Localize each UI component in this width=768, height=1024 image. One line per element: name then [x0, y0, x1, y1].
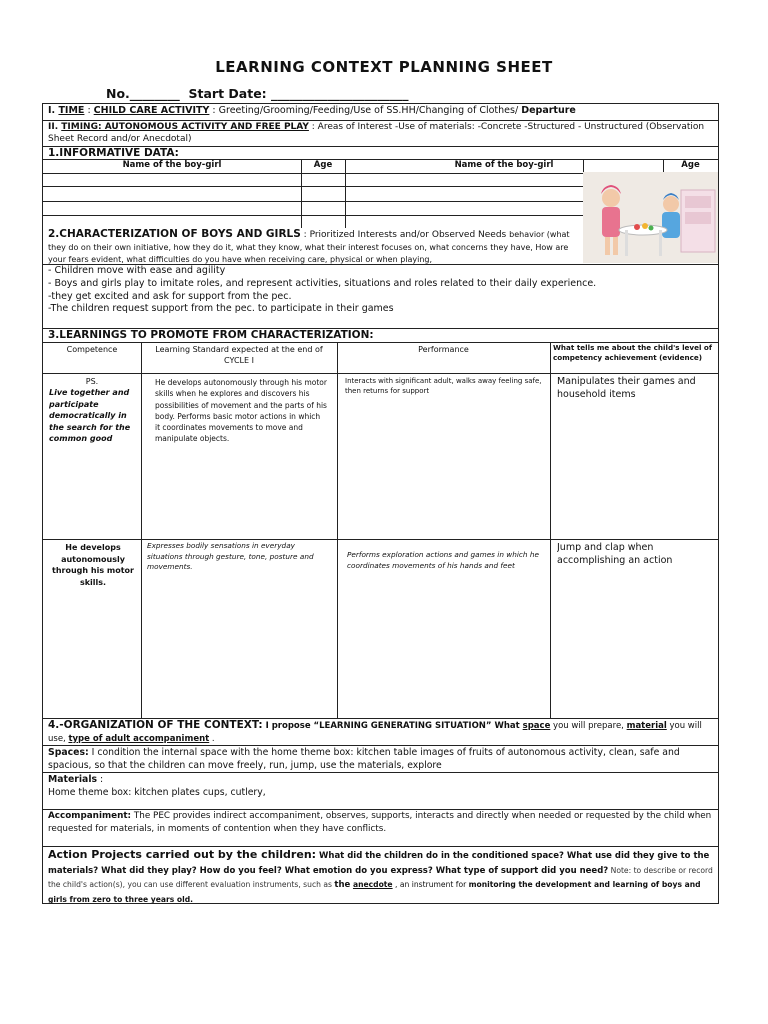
row2-performance: Performs exploration actions and games in which he coordinates movements of his hands and feet — [347, 550, 539, 570]
time-row — [43, 104, 718, 121]
col-performance: Performance — [418, 345, 469, 354]
number-and-start-date: No.________ Start Date: ______________________ — [106, 86, 409, 101]
informative-header: 1.INFORMATIVE DATA: — [43, 147, 718, 160]
materials-sep: : — [97, 774, 104, 785]
organization-material: material — [626, 721, 667, 731]
row1-evidence: Manipulates their games and household items — [557, 376, 696, 400]
organization-header: 4.-ORGANIZATION OF THE CONTEXT: — [48, 719, 263, 731]
timing-prefix: II. — [48, 122, 62, 132]
spaces-row — [48, 746, 716, 772]
action-instrument: , an instrument for — [392, 880, 469, 889]
materials-text: Home theme box: kitchen plates cups, cutlery, — [48, 787, 266, 798]
materials-label: Materials — [48, 774, 98, 785]
divider — [43, 373, 718, 374]
action-monitoring: monitoring the development and learning of boys and girls from zero to three years old. — [48, 880, 701, 903]
col-evidence: What tells me about the child's level of competency achievement (evidence) — [553, 343, 712, 362]
divider — [43, 186, 583, 187]
learnings-table — [43, 342, 718, 718]
row1-learning-standard: He develops autonomously through his motor skills when he explores and discovers his possibilities of movement and the parts of his body. Performs basic motor actions in which it coordinates movements to move and manipulate objects. — [155, 378, 327, 444]
organization-propose: I propose “LEARNING GENERATING SITUATION” What — [262, 721, 523, 731]
child-care-activity-text: Greeting/Grooming/Feeding/Use of SS.HH/Changing of Clothes/ — [218, 105, 522, 116]
characterization-item: -The children request support from the pec. to participate in their games — [48, 303, 394, 315]
characterization-item: - Children move with ease and agility — [48, 265, 226, 276]
action-anecdote: anecdote — [352, 880, 393, 889]
action-projects-label: Action Projects carried out by the children: — [48, 848, 317, 861]
divider — [337, 342, 338, 718]
action-questions: What did the children do in the conditioned space? What use did they give to the materials? What did they play? How do you feel? What emotion do you express? What type of support did you need? — [48, 851, 710, 876]
characterization-description: behavior (what they do on their own initiative, how they do it, what they know, what their interest focuses on, what concerns they have, How are your fears evident, what difficulties do you have when receiving care, physical or when playing, — [48, 230, 570, 264]
materials-row — [48, 773, 716, 809]
divider — [345, 160, 346, 228]
time-sep: : — [84, 105, 94, 116]
time-prefix: I. — [48, 105, 59, 116]
child-care-activity-label: CHILD CARE ACTIVITY — [93, 105, 210, 116]
page-title: LEARNING CONTEXT PLANNING SHEET — [215, 58, 553, 76]
characterization-item: - Boys and girls play to imitate roles, and represent activities, situations and roles related to their daily experience. — [48, 277, 597, 289]
col-competence: Competence — [66, 345, 118, 354]
action-note: Note: to describe or record the child's action(s), you can use different evaluation instruments, such as — [48, 865, 713, 889]
row2-learning-standard: Expresses bodily sensations in everyday situations through gesture, tone, posture and movements. — [147, 541, 314, 571]
organization-space: space — [522, 721, 551, 731]
timing-text: : Areas of Interest -Use of materials: -Concrete -Structured - Unstructured (Observation Sheet Record and/or Anecdotal) — [48, 122, 705, 144]
departure-text: Departure — [521, 105, 576, 116]
characterization-items — [48, 265, 713, 316]
accompaniment-label: Accompaniment: — [48, 811, 132, 821]
accompaniment-text: The PEC provides indirect accompaniment, observes, supports, interacts and directly when needed or requested by the child when requested for materials, in moments of contention when they have conflicts. — [48, 811, 712, 834]
col-name-boy-girl-1: Name of the boy-girl — [122, 160, 222, 170]
time-label: TIME — [58, 105, 85, 116]
divider — [43, 846, 718, 847]
organization-will-prepare: you will prepare, — [550, 721, 624, 731]
divider — [43, 539, 718, 540]
timing-row — [43, 121, 718, 147]
accompaniment-row — [48, 810, 716, 846]
col-learning-standard: Learning Standard expected at the end of CYCLE I — [155, 345, 323, 365]
action-the: the — [334, 880, 351, 890]
divider — [550, 342, 551, 718]
col-name-boy-girl-2: Name of the boy-girl — [454, 160, 554, 170]
divider — [43, 215, 583, 216]
col-age-2: Age — [681, 160, 700, 170]
row1-competence: Live together and participate democratically in the search for the common good — [49, 388, 131, 443]
timing-label: TIMING: AUTONOMOUS ACTIVITY AND FREE PLAY — [61, 122, 309, 132]
characterization-item: -they get excited and ask for support from the pec. — [48, 290, 292, 302]
row2-evidence: Jump and clap when accomplishing an action — [557, 542, 673, 566]
action-projects-row — [48, 848, 716, 903]
row2-competence: He develops autonomously through his motor skills. — [52, 543, 134, 587]
learnings-header: 3.LEARNINGS TO PROMOTE FROM CHARACTERIZATION: — [48, 329, 374, 341]
organization-row — [48, 719, 716, 745]
row1-performance: Interacts with significant adult, walks away feeling safe, then returns for support — [345, 377, 542, 395]
divider — [301, 160, 302, 228]
col-age-1: Age — [313, 160, 333, 170]
time-sep2: : — [209, 105, 219, 116]
organization-accompaniment: type of adult accompaniment — [68, 734, 210, 744]
organization-will-use: you will use, — [48, 721, 702, 744]
divider — [141, 342, 142, 718]
characterization-title: 2.CHARACTERIZATION OF BOYS AND GIRLS — [48, 229, 301, 240]
planning-sheet — [42, 103, 719, 904]
characterization-title-rest: : Prioritized Interests and/or Observed Needs — [300, 230, 507, 240]
spaces-text: I condition the internal space with the home theme box: kitchen table images of fruits of autonomous activity, clean, safe and spacious, so that the children can move freely, run, jump, use the materials, explore — [48, 747, 680, 771]
characterization-header — [48, 229, 583, 265]
divider — [43, 201, 583, 202]
organization-end: . — [209, 734, 215, 744]
spaces-label: Spaces: — [48, 747, 89, 758]
row1-competence-title: PS. — [85, 377, 99, 386]
